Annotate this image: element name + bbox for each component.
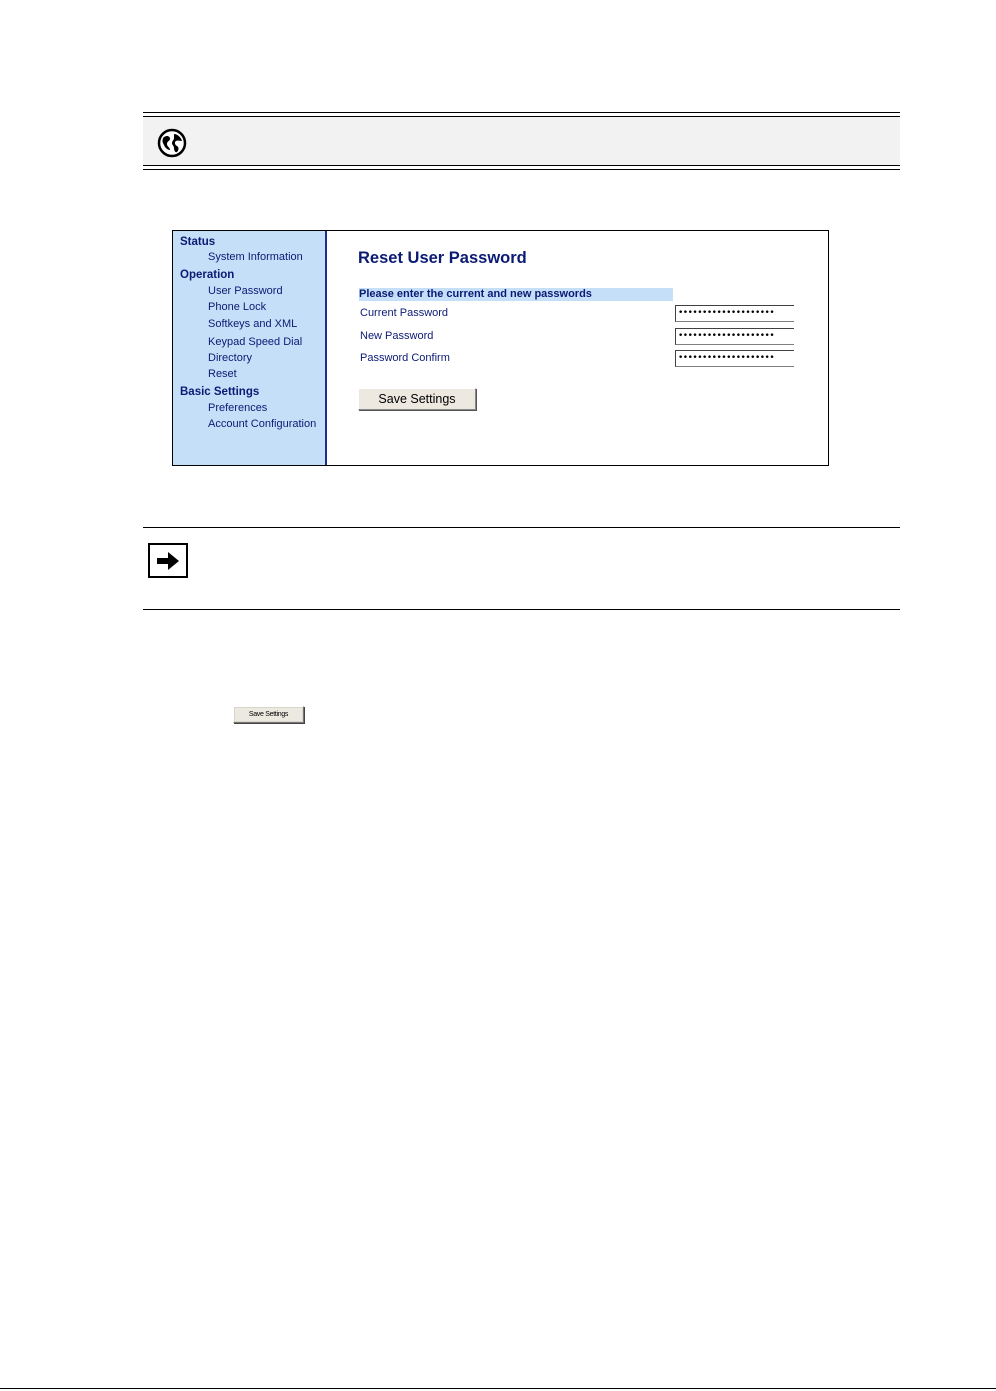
current-password-label: Current Password (360, 307, 449, 319)
nav-item-directory[interactable]: Directory (208, 352, 253, 364)
form-header: Please enter the current and new passwords (359, 288, 673, 301)
save-settings-button[interactable]: Save Settings (358, 388, 476, 410)
note-block (143, 527, 900, 610)
nav-section-operation[interactable]: Operation (180, 269, 235, 281)
password-confirm-label: Password Confirm (360, 352, 450, 364)
password-confirm-input[interactable]: •••••••••••••••••••• (675, 350, 794, 367)
current-password-input[interactable]: •••••••••••••••••••• (675, 305, 794, 322)
nav-item-keypad-speed-dial[interactable]: Keypad Speed Dial (208, 336, 303, 348)
nav-item-phone-lock[interactable]: Phone Lock (208, 301, 267, 313)
inline-save-settings-button[interactable]: Save Settings (233, 706, 304, 723)
main-content (328, 231, 828, 465)
web-ui-header-bar-fill (143, 116, 900, 166)
nav-item-user-password[interactable]: User Password (208, 285, 283, 297)
nav-section-status[interactable]: Status (180, 236, 216, 248)
note-icon-frame (148, 543, 188, 578)
new-password-label: New Password (360, 330, 434, 342)
nav-item-softkeys-and-xml[interactable]: Softkeys and XML (208, 318, 298, 330)
page-bottom-rule (0, 1388, 996, 1389)
globe-icon (157, 128, 187, 158)
nav-section-basic-settings[interactable]: Basic Settings (180, 386, 260, 398)
nav-item-account-configuration[interactable]: Account Configuration (208, 418, 317, 430)
nav-item-reset[interactable]: Reset (208, 368, 237, 380)
nav-item-preferences[interactable]: Preferences (208, 402, 268, 414)
new-password-input[interactable]: •••••••••••••••••••• (675, 328, 794, 345)
web-ui-header-bar (143, 112, 900, 170)
web-ui-screenshot (172, 230, 829, 466)
sidebar-nav (173, 231, 327, 465)
arrow-right-icon (156, 551, 180, 571)
page-title: Reset User Password (358, 249, 527, 267)
nav-item-system-information[interactable]: System Information (208, 251, 303, 263)
